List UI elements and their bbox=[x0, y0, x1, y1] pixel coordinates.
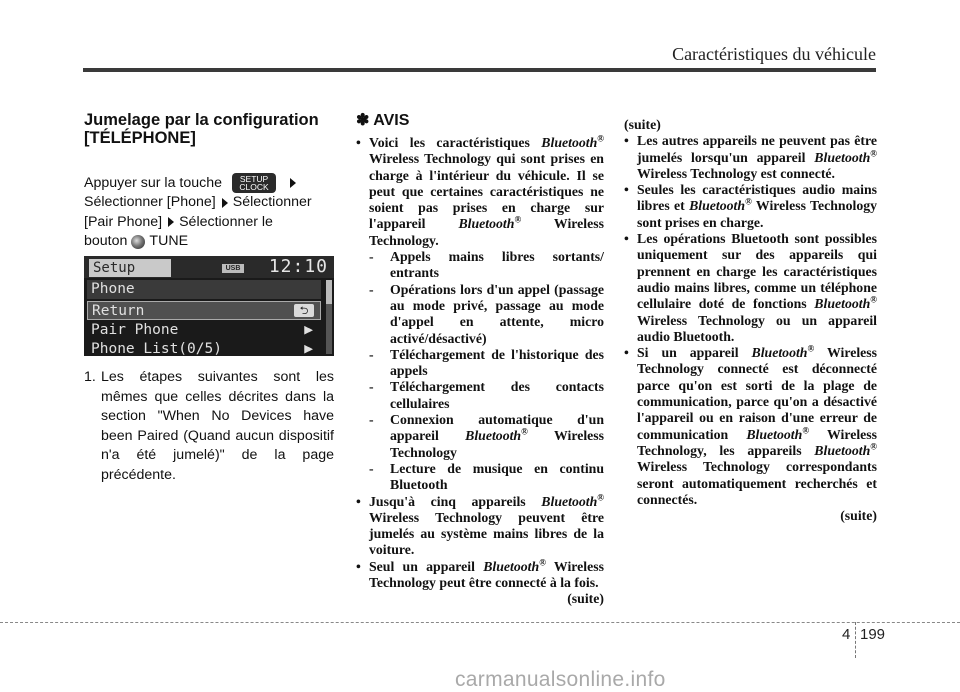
footer-dashed-separator bbox=[855, 622, 856, 658]
section-title bbox=[84, 111, 334, 147]
avis-sub-6: - Lecture de musique en continu Bluetooth bbox=[369, 460, 604, 493]
avis-column bbox=[356, 112, 604, 608]
watermark: carmanualsonline.info bbox=[455, 668, 666, 691]
avis-sub-5: - Connexion automatique d'un appareil Bluetooth® Wireless Technology bbox=[369, 412, 605, 460]
setup-screen-image bbox=[84, 256, 334, 356]
section-title-line2: [TÉLÉPHONE] bbox=[84, 129, 196, 147]
return-icon: ⮌ bbox=[294, 304, 314, 317]
screen-clock: 12:10 bbox=[268, 256, 328, 277]
chevron-right-icon: ▶ bbox=[304, 341, 313, 356]
suite-label-bottom: (suite) bbox=[840, 508, 877, 524]
intro-text-e: Sélectionner le bbox=[179, 213, 273, 230]
screen-row-phone bbox=[87, 280, 321, 299]
avis-sub-1: - Appels mains libres sortants/ entrants bbox=[369, 249, 604, 281]
screen-row-return bbox=[87, 301, 321, 320]
setup-badge-top: SETUP bbox=[239, 174, 269, 184]
intro-text-c: Sélectionner bbox=[232, 194, 312, 211]
chapter-number: 4 bbox=[842, 626, 851, 643]
tune-knob-icon bbox=[131, 235, 145, 249]
intro-paragraph bbox=[84, 173, 334, 252]
arrow-right-icon bbox=[290, 178, 296, 188]
chevron-right-icon: ▶ bbox=[304, 322, 313, 338]
setup-clock-key-icon bbox=[232, 173, 276, 193]
cont-bullet-4: • Si un appareil Bluetooth® Wireless Technology connecté est déconnecté parce qu'on est sorti de la plage de communication, parce qu'on a désactivé l'appareil ou en raison d'une erreur de communication Bluetooth® Wireless Technology, les appareils Bluetooth® Wireless Technology correspondants seront automatiquement recherchés et connectés. bbox=[624, 343, 878, 507]
screen-row-pair-phone bbox=[87, 321, 321, 340]
setup-badge-bottom: CLOCK bbox=[239, 182, 269, 192]
screen-row-label: Return bbox=[92, 303, 145, 319]
intro-text-d: [Pair Phone] bbox=[84, 213, 163, 230]
cont-bullet-1: • Les autres appareils ne peuvent pas être jumelés lorsqu'un appareil Bluetooth® Wireless Technology est connecté. bbox=[624, 133, 878, 181]
intro-text-a: Appuyer sur la touche bbox=[84, 174, 223, 191]
screen-row-phone-list bbox=[87, 340, 321, 356]
screen-tab-setup: Setup bbox=[89, 259, 171, 277]
intro-text-g: TUNE bbox=[149, 233, 189, 250]
avis-bullet-2: • Jusqu'à cinq appareils Bluetooth® Wireless Technology peuvent être jumelés au système mains libres de la voiture. bbox=[356, 491, 604, 558]
suite-label-top: (suite) bbox=[624, 117, 661, 132]
screen-row-label: Phone bbox=[91, 281, 135, 297]
step-text: Les étapes suivantes sont les mêmes que celles décrites dans la section "When No Devices have been Paired (Quand aucun dispositif n'a été jumelé)" de la page précédente. bbox=[101, 369, 334, 483]
cont-bullet-2: • Seules les caractéristiques audio mains libres et Bluetooth® Wireless Technology sont prises en charge. bbox=[624, 182, 878, 230]
arrow-right-icon bbox=[168, 217, 174, 227]
avis-bullet-1: • Voici les caractéristiques Bluetooth® Wireless Technology qui sont prises en charge à l'intérieur du véhicule. Il se peut que certaines caractéristiques ne soient pas prises en charge sur l'appareil Bluetooth® Wireless Technology. bbox=[356, 133, 605, 248]
avis-continued-column bbox=[624, 117, 877, 524]
arrow-right-icon bbox=[222, 198, 228, 208]
header-rule bbox=[83, 68, 876, 72]
avis-sub-4: - Téléchargement des contacts cellulaires bbox=[369, 379, 604, 411]
avis-sub-2: - Opérations lors d'un appel (passage au mode privé, passage au mode d'appel en attente, micro activé/désactivé) bbox=[369, 281, 604, 346]
avis-bullet-3: • Seul un appareil Bluetooth® Wireless Technology peut être connecté à la fois. bbox=[356, 557, 604, 591]
step-number: 1. bbox=[84, 369, 96, 385]
avis-sub-3: - Téléchargement de l'historique des appels bbox=[369, 346, 604, 379]
screen-row-label: Phone List(0/5) bbox=[91, 341, 222, 356]
avis-title: ✽ AVIS bbox=[356, 112, 410, 129]
intro-text-b: Sélectionner [Phone] bbox=[84, 194, 216, 211]
suite-label: (suite) bbox=[567, 591, 604, 607]
usb-badge: USB bbox=[222, 264, 244, 273]
section-title-line1: Jumelage par la configuration bbox=[84, 111, 319, 129]
page-number: 199 bbox=[860, 626, 886, 643]
screen-scrollbar-thumb bbox=[326, 280, 332, 304]
step-1 bbox=[84, 368, 334, 485]
running-header-title: Caractéristiques du véhicule bbox=[672, 44, 876, 64]
cont-bullet-3: • Les opérations Bluetooth sont possibles uniquement sur des appareils qui prennent en charge les caractéristiques audio mains libres, comme un téléphone cellulaire doté de fonctions Bluetooth® Wireless Technology ou un appareil audio Bluetooth. bbox=[624, 231, 877, 344]
intro-text-f: bouton bbox=[84, 233, 128, 250]
screen-row-label: Pair Phone bbox=[91, 322, 179, 338]
footer-dashed-rule bbox=[0, 622, 960, 623]
